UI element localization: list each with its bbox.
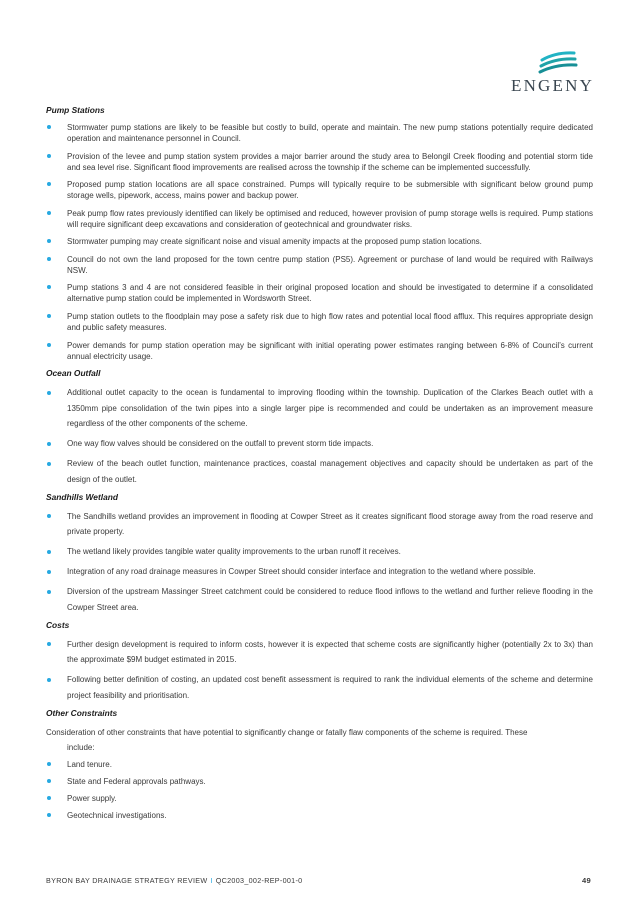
list-item [46,311,593,333]
section-heading: Costs [46,619,70,630]
bullet-icon [47,813,51,817]
bullet-icon [47,211,51,215]
bullet-list [46,509,593,616]
bullet-list [46,637,593,704]
list-item [46,340,593,362]
list-item-text: Provision of the levee and pump station system provides a major barrier around the study area to Belongil Creek flooding and potential storm tide and sea level rise. Significant flood improvements are realised across the township if the scheme can be implemented successfully. [67,151,593,172]
bullet-icon [47,762,51,766]
list-item-text: The wetland likely provides tangible water quality improvements to the urban runoff it receives. [67,547,401,557]
list-item-text: State and Federal approvals pathways. [67,776,206,786]
page-number: 49 [581,876,591,885]
section-pump-stations [46,105,593,362]
bullet-icon [47,779,51,783]
document-body [46,105,593,827]
list-item [46,509,593,540]
bullet-icon [47,182,51,186]
bullet-icon [47,154,51,158]
list-item-text: Stormwater pump stations are likely to be feasible but costly to build, operate and maintain. The new pump stations potentially require dedicated operation and maintenance personnel in Council. [67,123,593,144]
list-item [46,179,593,201]
bullet-icon [47,257,51,261]
list-item-text: Stormwater pumping may create significant noise and visual amenity impacts at the proposed pump station locations. [67,237,482,247]
list-item-text: Further design development is required to inform costs, however it is expected that scheme costs are significantly higher (potentially 2x to 3x) than the approximate $9M budget estimated in 2015. [67,639,593,665]
list-item-text: Pump stations 3 and 4 are not considered feasible in their original proposed location and should be investigated to determine if a consolidated alternative pump station could be implemented in Wordsworth Street. [67,283,593,304]
bullet-icon [47,796,51,800]
list-item-text: One way flow valves should be considered on the outfall to prevent storm tide impacts. [67,439,374,449]
list-item [46,672,593,703]
list-item-text: Following better definition of costing, an updated cost benefit assessment is required to rank the individual elements of the scheme and determine project feasibility and prioritisation. [67,675,593,700]
list-item-text: Land tenure. [67,759,112,769]
logo-wordmark: ENGENY [511,76,595,95]
engeny-wave-icon [538,50,578,76]
list-item-text: Power demands for pump station operation may be significant with initial operating power estimates ranging between 6-8% of Council’s current annual electricity usage. [67,340,593,361]
bullet-icon [47,125,51,129]
footer-separator: I [210,876,213,885]
bullet-icon [47,391,51,395]
list-item [46,793,593,804]
intro-line: include: [67,743,95,753]
list-item-text: Additional outlet capacity to the ocean is fundamental to improving flooding within the township. Duplication of the Clarkes Beach outlet with a 1350mm pipe consolidation of the twin pipes into a single larger pipe is recommended and could be undertaken as an improvement measure regardless of the other components of the scheme. [67,388,593,429]
section-ocean-outfall [46,368,593,487]
bullet-icon [47,642,51,646]
bullet-icon [47,514,51,518]
bullet-list [46,759,593,821]
list-item-text: Proposed pump station locations are all space constrained. Pumps will typically require to be submersible with significant below ground pump storage wells, pipework, access, mains power and backup power. [67,180,593,201]
list-item-text: Peak pump flow rates previously identified can likely be optimised and reduced, however provision of pump storage wells is required. Pump stations will require significant deep excavations and consideration of geotechnical and groundwater risks. [67,208,593,229]
section-other-constraints [46,708,593,821]
section-intro [46,725,593,756]
bullet-icon [47,462,51,466]
section-sandhills-wetland [46,492,593,616]
bullet-icon [47,343,51,347]
list-item [46,544,593,560]
list-item [46,456,593,487]
list-item [46,637,593,668]
list-item [46,236,593,247]
list-item-text: The Sandhills wetland provides an improvement in flooding at Cowper Street as it creates significant flood storage away from the road reserve and private property. [67,511,593,537]
list-item [46,208,593,230]
list-item [46,282,593,304]
intro-line: Consideration of other constraints that have potential to significantly change or fatally flaw components of the scheme is required. These [46,727,528,737]
list-item [46,254,593,276]
list-item-text: Geotechnical investigations. [67,810,167,820]
footer-title: BYRON BAY DRAINAGE STRATEGY REVIEW [46,876,208,885]
list-item [46,584,593,615]
list-item [46,436,593,452]
list-item-text: Integration of any road drainage measures in Cowper Street should consider interface and integration to the wetland where possible. [67,567,536,577]
section-heading: Pump Stations [46,105,105,115]
list-item-text: Review of the beach outlet function, maintenance practices, coastal management objectives and capacity should be undertaken as part of the design of the outlet. [67,459,593,484]
page-footer [46,876,591,885]
bullet-list [46,122,593,362]
engeny-logo [511,50,595,100]
section-heading: Sandhills Wetland [46,491,118,502]
list-item-text: Diversion of the upstream Massinger Street catchment could be considered to reduce flood inflows to the wetland and further relieve flooding in the Cowper Street area. [67,587,593,612]
list-item-text: Council do not own the land proposed for the town centre pump station (PS5). Agreement or purchase of land would be required with Railways NSW. [67,254,593,275]
list-item-text: Pump station outlets to the floodplain may pose a safety risk due to high flow rates and potential local flood afflux. This requires appropriate design and public safety measures. [67,311,593,333]
section-heading: Ocean Outfall [46,368,101,379]
bullet-icon [47,314,51,318]
bullet-icon [47,442,51,446]
bullet-icon [47,550,51,554]
footer-doc-ref: QC2003_002-REP-001-0 [215,876,303,885]
bullet-icon [47,285,51,289]
section-costs [46,620,593,704]
bullet-icon [47,590,51,594]
bullet-list [46,385,593,487]
section-heading: Other Constraints [46,707,118,718]
list-item [46,122,593,144]
list-item [46,810,593,821]
list-item-text: Power supply. [67,793,117,803]
list-item [46,759,593,770]
list-item [46,385,593,432]
list-item [46,776,593,787]
bullet-icon [47,678,51,682]
list-item [46,151,593,173]
bullet-icon [47,239,51,243]
bullet-icon [47,570,51,574]
list-item [46,564,593,580]
